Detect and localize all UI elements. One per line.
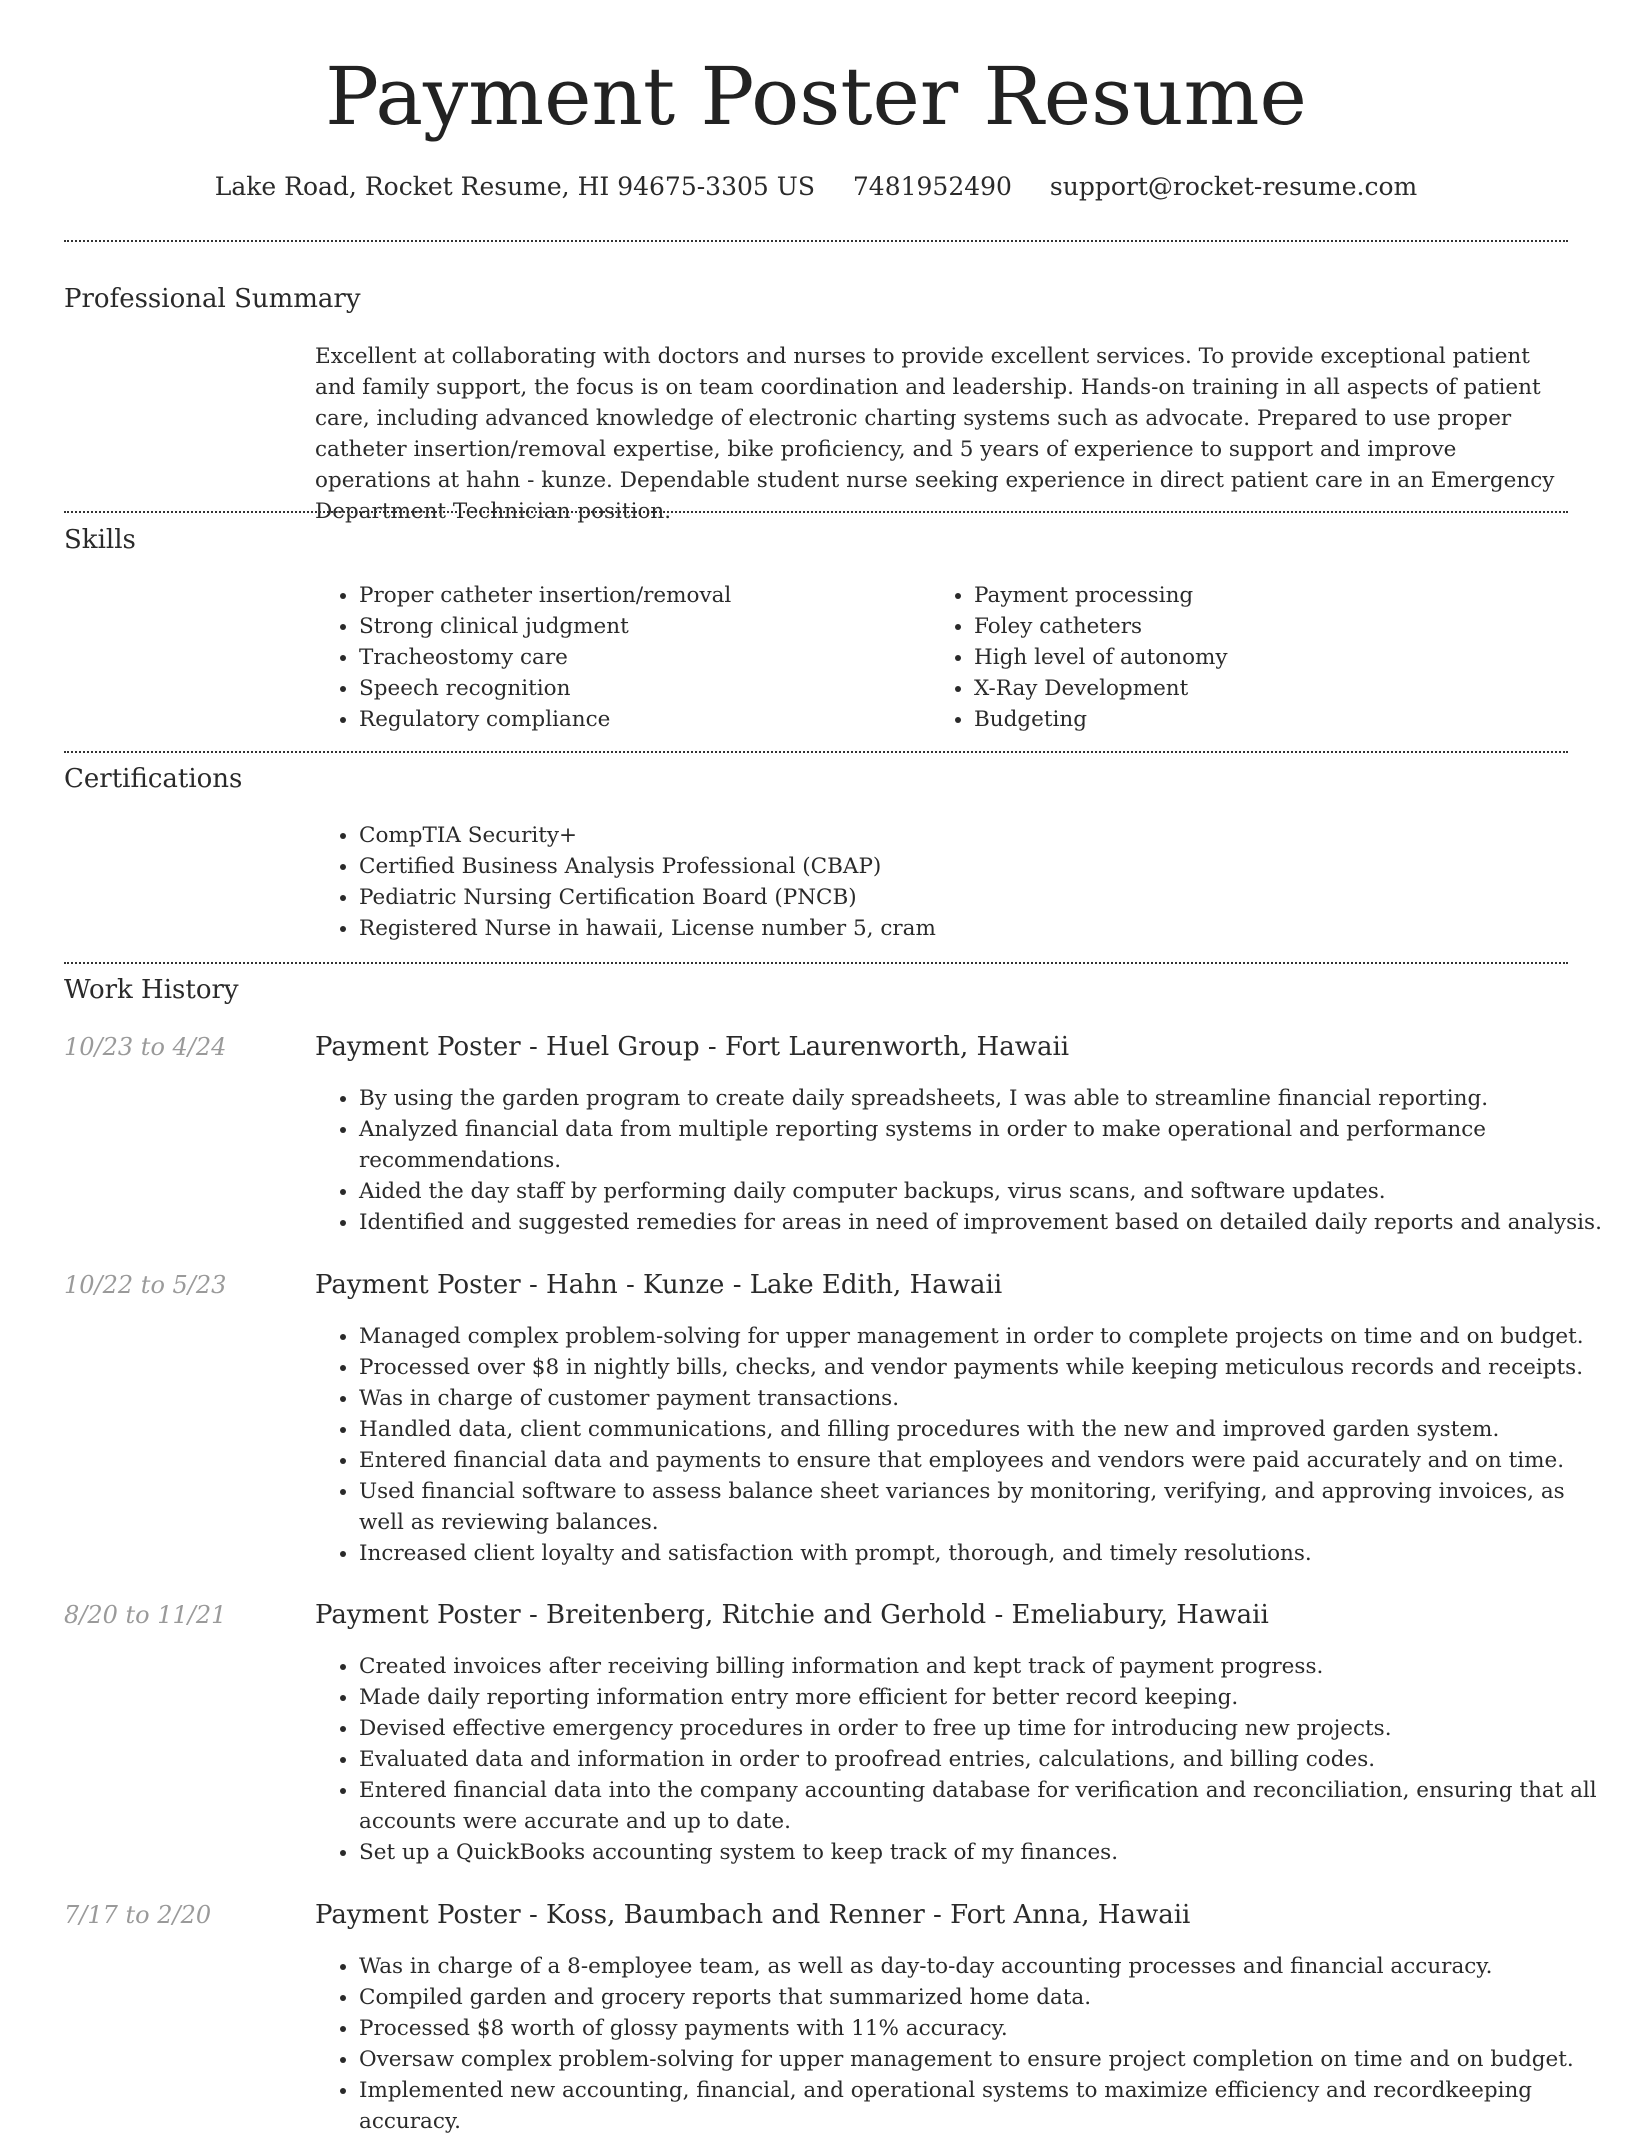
section-title-certifications: Certifications bbox=[64, 764, 243, 794]
skill-item: • Strong clinical judgment bbox=[359, 611, 939, 642]
job-bullet: • Increased client loyalty and satisfaction with prompt, thorough, and timely resolutions. bbox=[359, 1538, 1612, 1569]
job-bullet: • Entered financial data into the company accounting database for verification and reconciliation, ensuring that all accounts were accurate and up to date. bbox=[359, 1775, 1612, 1837]
section-divider bbox=[64, 511, 1568, 513]
job-bullet: • Used financial software to assess balance sheet variances by monitoring, verifying, and approving invoices, as well as reviewing balances. bbox=[359, 1476, 1612, 1538]
section-divider bbox=[64, 962, 1568, 964]
certification-item: • CompTIA Security+ bbox=[359, 820, 1589, 851]
job-bullets bbox=[315, 1083, 1612, 1238]
contact-phone: 7481952490 bbox=[852, 172, 1012, 201]
job-bullets bbox=[315, 1651, 1612, 1868]
job-bullet: • Analyzed financial data from multiple reporting systems in order to make operational and performance recommendations. bbox=[359, 1114, 1612, 1176]
skill-item: • High level of autonomy bbox=[974, 642, 1594, 673]
certification-item: • Certified Business Analysis Professional (CBAP) bbox=[359, 851, 1589, 882]
skill-item: • Foley catheters bbox=[974, 611, 1594, 642]
certification-item: • Pediatric Nursing Certification Board (PNCB) bbox=[359, 882, 1589, 913]
job-bullets bbox=[315, 1321, 1612, 1569]
job-bullet: • Handled data, client communications, and filling procedures with the new and improved garden system. bbox=[359, 1414, 1612, 1445]
job-dates: 10/23 to 4/24 bbox=[64, 1033, 227, 1061]
job-bullet: • Processed $8 worth of glossy payments with 11% accuracy. bbox=[359, 2013, 1612, 2044]
contact-address: Lake Road, Rocket Resume, HI 94675-3305 US bbox=[214, 172, 815, 201]
contact-line bbox=[0, 172, 1632, 201]
job-dates: 8/20 to 11/21 bbox=[64, 1601, 227, 1629]
job-bullet: • Compiled garden and grocery reports that summarized home data. bbox=[359, 1982, 1612, 2013]
job-title: Payment Poster - Hahn - Kunze - Lake Edith, Hawaii bbox=[315, 1270, 1003, 1300]
job-bullet: • By using the garden program to create daily spreadsheets, I was able to streamline financial reporting. bbox=[359, 1083, 1612, 1114]
job-bullet: • Oversaw complex problem-solving for upper management to ensure project completion on time and on budget. bbox=[359, 2044, 1612, 2075]
job-title: Payment Poster - Huel Group - Fort Laurenworth, Hawaii bbox=[315, 1032, 1070, 1062]
summary-text: Excellent at collaborating with doctors and nurses to provide excellent services. To provide exceptional patient and family support, the focus is on team coordination and leadership. Hands-on training in all aspects of patient care, including advanced knowledge of electronic charting systems such as advocate. Prepared to use proper catheter insertion/removal expertise, bike proficiency, and 5 years of experience to support and improve operations at hahn - kunze. Dependable student nurse seeking experience in direct patient care in an Emergency Department Technician position. bbox=[315, 344, 1555, 524]
contact-email[interactable]: support@rocket-resume.com bbox=[1049, 172, 1418, 201]
job-bullet: • Managed complex problem-solving for upper management in order to complete projects on time and on budget. bbox=[359, 1321, 1612, 1352]
resume-title: Payment Poster Resume bbox=[325, 50, 1307, 143]
skill-item: • Payment processing bbox=[974, 580, 1594, 611]
section-title-summary: Professional Summary bbox=[64, 284, 361, 314]
job-bullet: • Made daily reporting information entry more efficient for better record keeping. bbox=[359, 1682, 1612, 1713]
job-title: Payment Poster - Koss, Baumbach and Renner - Fort Anna, Hawaii bbox=[315, 1900, 1191, 1930]
job-bullet: • Entered financial data and payments to ensure that employees and vendors were paid accurately and on time. bbox=[359, 1445, 1612, 1476]
skill-item: • Budgeting bbox=[974, 704, 1594, 735]
job-bullet: • Created invoices after receiving billing information and kept track of payment progress. bbox=[359, 1651, 1612, 1682]
skill-item: • Speech recognition bbox=[359, 673, 939, 704]
job-bullet: • Aided the day staff by performing daily computer backups, virus scans, and software updates. bbox=[359, 1176, 1612, 1207]
job-bullet: • Was in charge of customer payment transactions. bbox=[359, 1383, 1612, 1414]
section-title-skills: Skills bbox=[64, 525, 136, 555]
job-title: Payment Poster - Breitenberg, Ritchie and Gerhold - Emeliabury, Hawaii bbox=[315, 1600, 1269, 1630]
skills-list-left bbox=[315, 580, 939, 735]
job-bullets bbox=[315, 1951, 1612, 2137]
section-divider bbox=[64, 751, 1568, 753]
job-bullet: • Processed over $8 in nightly bills, checks, and vendor payments while keeping meticulous records and receipts. bbox=[359, 1352, 1612, 1383]
section-title-work-history: Work History bbox=[64, 975, 239, 1005]
job-bullet: • Devised effective emergency procedures in order to free up time for introducing new projects. bbox=[359, 1713, 1612, 1744]
skill-item: • Tracheostomy care bbox=[359, 642, 939, 673]
skills-list-right bbox=[930, 580, 1594, 735]
skill-item: • X-Ray Development bbox=[974, 673, 1594, 704]
job-dates: 10/22 to 5/23 bbox=[64, 1271, 227, 1299]
job-bullet: • Evaluated data and information in order to proofread entries, calculations, and billing codes. bbox=[359, 1744, 1612, 1775]
job-dates: 7/17 to 2/20 bbox=[64, 1901, 212, 1929]
job-bullet: • Set up a QuickBooks accounting system to keep track of my finances. bbox=[359, 1837, 1612, 1868]
section-divider bbox=[64, 240, 1568, 242]
skill-item: • Proper catheter insertion/removal bbox=[359, 580, 939, 611]
job-bullet: • Implemented new accounting, financial, and operational systems to maximize efficiency and recordkeeping accuracy. bbox=[359, 2075, 1612, 2137]
skill-item: • Regulatory compliance bbox=[359, 704, 939, 735]
job-bullet: • Was in charge of a 8-employee team, as well as day-to-day accounting processes and financial accuracy. bbox=[359, 1951, 1612, 1982]
certifications-list bbox=[315, 820, 1589, 944]
certification-item: • Registered Nurse in hawaii, License number 5, cram bbox=[359, 913, 1589, 944]
job-bullet: • Identified and suggested remedies for areas in need of improvement based on detailed daily reports and analysis. bbox=[359, 1207, 1612, 1238]
